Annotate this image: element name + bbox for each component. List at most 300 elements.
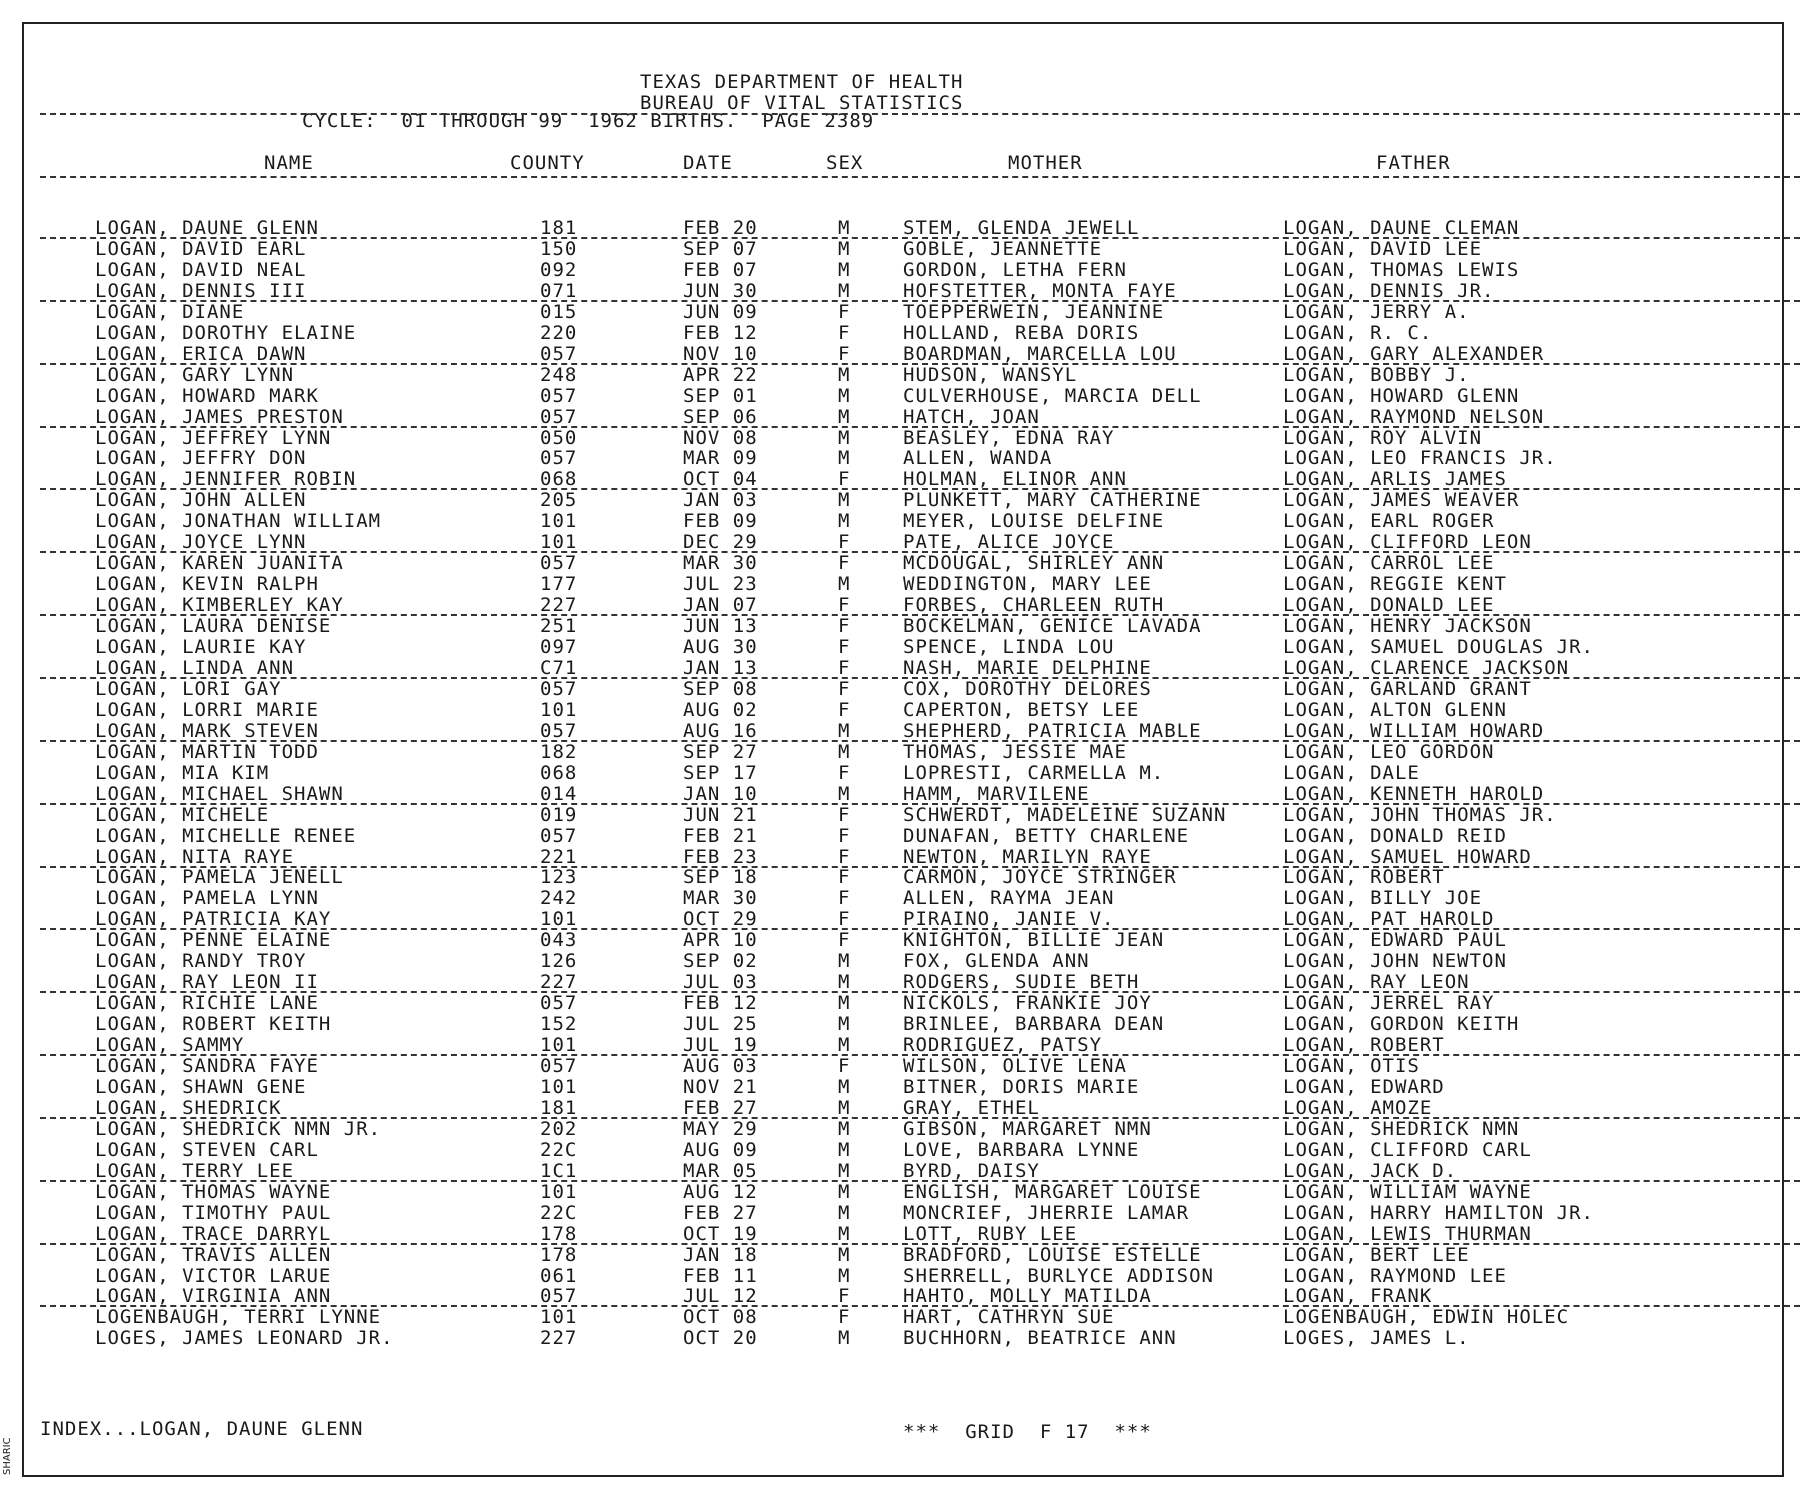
- table-row: [0, 259, 1801, 280]
- cell-sex: F: [838, 1306, 851, 1329]
- cell-county: 178: [540, 1243, 578, 1266]
- table-row: [0, 1139, 1801, 1160]
- cell-mother: WEDDINGTON, MARY LEE: [903, 573, 1152, 596]
- cell-name: LOGAN, MARK STEVEN: [95, 719, 319, 742]
- cell-sex: M: [838, 447, 851, 470]
- cell-name: LOGAN, DENNIS III: [95, 279, 307, 302]
- cell-father: LOGAN, REGGIE KENT: [1283, 573, 1507, 596]
- table-row: [0, 531, 1801, 552]
- cell-date: FEB 20: [683, 217, 758, 239]
- cell-father: LOGAN, BILLY JOE: [1283, 887, 1483, 910]
- cell-sex: M: [838, 363, 851, 386]
- cell-sex: F: [838, 636, 851, 658]
- cell-mother: LOTT, RUBY LEE: [903, 1222, 1078, 1245]
- cell-name: LOGAN, PAMELA LYNN: [95, 887, 319, 910]
- table-row: [0, 1202, 1801, 1223]
- cell-county: C71: [540, 656, 578, 679]
- cell-county: 068: [540, 761, 578, 784]
- cell-name: LOGAN, SHAWN GENE: [95, 1075, 307, 1098]
- cell-name: LOGAN, PAMELA JENELL: [95, 866, 344, 889]
- cell-county: 22C: [540, 1138, 578, 1161]
- cell-father: LOGAN, SHEDRICK NMN: [1283, 1117, 1520, 1140]
- cell-sex: F: [838, 698, 851, 721]
- cell-mother: BITNER, DORIS MARIE: [903, 1075, 1140, 1098]
- cell-name: LOGAN, RICHIE LANE: [95, 992, 319, 1015]
- cell-mother: HOLLAND, REBA DORIS: [903, 321, 1140, 344]
- cell-sex: M: [838, 258, 851, 281]
- cell-father: LOGAN, JOHN THOMAS JR.: [1283, 803, 1557, 826]
- cell-mother: CULVERHOUSE, MARCIA DELL: [903, 384, 1202, 407]
- cell-name: LOGAN, RAY LEON II: [95, 971, 319, 994]
- cell-father: LOGAN, RAYMOND LEE: [1283, 1264, 1507, 1287]
- table-row: [0, 866, 1801, 887]
- cell-date: NOV 10: [683, 342, 758, 365]
- cell-name: LOGES, JAMES LEONARD JR.: [95, 1327, 394, 1350]
- table-row: [0, 678, 1801, 699]
- cell-county: 015: [540, 300, 578, 323]
- cell-father: LOGAN, PAT HAROLD: [1283, 908, 1495, 931]
- table-row: [0, 217, 1801, 238]
- cell-date: AUG 30: [683, 636, 758, 658]
- cell-date: MAR 05: [683, 1159, 758, 1182]
- table-row: [0, 1327, 1801, 1348]
- cell-father: LOGAN, THOMAS LEWIS: [1283, 258, 1520, 281]
- cell-father: LOGAN, CLARENCE JACKSON: [1283, 656, 1570, 679]
- column-header-name: NAME: [264, 152, 314, 174]
- cell-mother: LOVE, BARBARA LYNNE: [903, 1138, 1140, 1161]
- cell-name: LOGAN, RANDY TROY: [95, 950, 307, 973]
- cell-name: LOGAN, TRAVIS ALLEN: [95, 1243, 332, 1266]
- cell-name: LOGAN, MICHAEL SHAWN: [95, 782, 344, 805]
- cell-date: JUN 21: [683, 803, 758, 826]
- table-row: [0, 301, 1801, 322]
- table-row: [0, 1118, 1801, 1139]
- cell-date: NOV 21: [683, 1075, 758, 1098]
- table-row: [0, 238, 1801, 259]
- header-line2: BUREAU OF VITAL STATISTICS: [640, 92, 964, 114]
- cell-date: OCT 19: [683, 1222, 758, 1245]
- column-header-rule: [40, 176, 1800, 178]
- table-row: [0, 1013, 1801, 1034]
- cell-name: LOGAN, DAVID EARL: [95, 237, 307, 260]
- cell-mother: PATE, ALICE JOYCE: [903, 531, 1115, 554]
- cell-mother: BOCKELMAN, GENICE LAVADA: [903, 615, 1202, 638]
- cell-county: 221: [540, 845, 578, 868]
- cell-mother: GIBSON, MARGARET NMN: [903, 1117, 1152, 1140]
- cell-county: 101: [540, 1306, 578, 1329]
- cell-father: LOGAN, CARROL LEE: [1283, 552, 1495, 575]
- cell-sex: F: [838, 929, 851, 952]
- table-row: [0, 280, 1801, 301]
- cell-sex: M: [838, 1075, 851, 1098]
- cell-name: LOGAN, PATRICIA KAY: [95, 908, 332, 931]
- table-row: [0, 762, 1801, 783]
- cell-county: 061: [540, 1264, 578, 1287]
- cell-date: MAR 30: [683, 887, 758, 910]
- cell-sex: F: [838, 531, 851, 554]
- cell-sex: M: [838, 719, 851, 742]
- cell-sex: M: [838, 279, 851, 302]
- cell-sex: F: [838, 656, 851, 679]
- table-row: [0, 1097, 1801, 1118]
- cell-father: LOGAN, JERREL RAY: [1283, 992, 1495, 1015]
- cell-father: LOGAN, DALE: [1283, 761, 1420, 784]
- cell-date: DEC 29: [683, 531, 758, 554]
- cell-sex: F: [838, 1055, 851, 1077]
- cell-county: 181: [540, 1096, 578, 1119]
- cell-date: JUN 09: [683, 300, 758, 323]
- cell-date: MAR 30: [683, 552, 758, 575]
- cell-sex: F: [838, 1285, 851, 1308]
- cell-father: LOGAN, ALTON GLENN: [1283, 698, 1507, 721]
- cell-county: 057: [540, 342, 578, 365]
- cell-mother: NASH, MARIE DELPHINE: [903, 656, 1152, 679]
- column-header-father: FATHER: [1376, 152, 1451, 174]
- cell-sex: M: [838, 1327, 851, 1350]
- cell-name: LOGAN, SANDRA FAYE: [95, 1055, 319, 1077]
- cell-name: LOGAN, JOYCE LYNN: [95, 531, 307, 554]
- cell-mother: BRINLEE, BARBARA DEAN: [903, 1013, 1165, 1036]
- cell-sex: M: [838, 992, 851, 1015]
- cell-father: LOGAN, EDWARD PAUL: [1283, 929, 1507, 952]
- cell-date: AUG 16: [683, 719, 758, 742]
- table-row: [0, 552, 1801, 573]
- cell-father: LOGAN, GORDON KEITH: [1283, 1013, 1520, 1036]
- cell-name: LOGAN, LORRI MARIE: [95, 698, 319, 721]
- cell-mother: GRAY, ETHEL: [903, 1096, 1040, 1119]
- table-row: [0, 406, 1801, 427]
- cell-mother: RODGERS, SUDIE BETH: [903, 971, 1140, 994]
- cell-father: LOGAN, CLIFFORD LEON: [1283, 531, 1532, 554]
- cell-name: LOGAN, ROBERT KEITH: [95, 1013, 332, 1036]
- cell-mother: BEASLEY, EDNA RAY: [903, 426, 1115, 449]
- table-row: [0, 804, 1801, 825]
- cell-father: LOGAN, GARY ALEXANDER: [1283, 342, 1545, 365]
- cell-county: 227: [540, 1327, 578, 1350]
- cell-county: 057: [540, 384, 578, 407]
- grid-label: *** GRID F 17 ***: [903, 1421, 1152, 1443]
- cell-mother: SHEPHERD, PATRICIA MABLE: [903, 719, 1202, 742]
- table-row: [0, 615, 1801, 636]
- cell-county: 248: [540, 363, 578, 386]
- cell-mother: LOPRESTI, CARMELLA M.: [903, 761, 1165, 784]
- cell-name: LOGAN, SHEDRICK NMN JR.: [95, 1117, 382, 1140]
- cell-date: JAN 18: [683, 1243, 758, 1266]
- cell-date: APR 22: [683, 363, 758, 386]
- cell-date: OCT 08: [683, 1306, 758, 1329]
- cell-name: LOGAN, JEFFRY DON: [95, 447, 307, 470]
- cell-name: LOGAN, DIANE: [95, 300, 245, 323]
- cell-county: 251: [540, 615, 578, 638]
- table-row: [0, 741, 1801, 762]
- cell-name: LOGAN, JOHN ALLEN: [95, 489, 307, 512]
- cell-mother: SCHWERDT, MADELEINE SUZANN: [903, 803, 1227, 826]
- cell-date: SEP 17: [683, 761, 758, 784]
- cell-mother: RODRIGUEZ, PATSY: [903, 1034, 1103, 1057]
- cell-date: SEP 06: [683, 405, 758, 428]
- table-row: [0, 1306, 1801, 1327]
- table-row: [0, 636, 1801, 657]
- cell-sex: F: [838, 845, 851, 868]
- cell-father: LOGAN, HARRY HAMILTON JR.: [1283, 1201, 1594, 1224]
- cell-sex: M: [838, 971, 851, 994]
- table-row: [0, 846, 1801, 867]
- cell-father: LOGAN, DONALD REID: [1283, 824, 1507, 847]
- cell-date: SEP 02: [683, 950, 758, 973]
- cell-name: LOGAN, SHEDRICK: [95, 1096, 282, 1119]
- cell-county: 057: [540, 552, 578, 575]
- cell-county: 1C1: [540, 1159, 578, 1182]
- cell-sex: F: [838, 677, 851, 700]
- cell-name: LOGAN, THOMAS WAYNE: [95, 1180, 332, 1203]
- cell-date: JAN 07: [683, 594, 758, 617]
- cell-father: LOGAN, SAMUEL DOUGLAS JR.: [1283, 636, 1594, 658]
- cell-date: FEB 23: [683, 845, 758, 868]
- cell-name: LOGAN, KEVIN RALPH: [95, 573, 319, 596]
- table-row: [0, 489, 1801, 510]
- cell-date: OCT 20: [683, 1327, 758, 1350]
- cell-date: JAN 03: [683, 489, 758, 512]
- cell-sex: M: [838, 1264, 851, 1287]
- cell-sex: F: [838, 824, 851, 847]
- cell-county: 242: [540, 887, 578, 910]
- cell-mother: COX, DOROTHY DELORES: [903, 677, 1152, 700]
- cell-mother: SHERRELL, BURLYCE ADDISON: [903, 1264, 1214, 1287]
- cell-date: JUN 30: [683, 279, 758, 302]
- cell-date: AUG 02: [683, 698, 758, 721]
- table-row: [0, 929, 1801, 950]
- cell-name: LOGENBAUGH, TERRI LYNNE: [95, 1306, 382, 1329]
- table-row: [0, 1076, 1801, 1097]
- table-row: [0, 510, 1801, 531]
- cell-mother: PLUNKETT, MARY CATHERINE: [903, 489, 1202, 512]
- cell-county: 101: [540, 531, 578, 554]
- cell-sex: M: [838, 782, 851, 805]
- cell-name: LOGAN, DOROTHY ELAINE: [95, 321, 357, 344]
- cell-father: LOGAN, BOBBY J.: [1283, 363, 1470, 386]
- cell-date: SEP 27: [683, 740, 758, 763]
- cell-date: SEP 07: [683, 237, 758, 260]
- cell-father: LOGAN, HOWARD GLENN: [1283, 384, 1520, 407]
- cell-name: LOGAN, ERICA DAWN: [95, 342, 307, 365]
- cell-father: LOGAN, DAUNE CLEMAN: [1283, 217, 1520, 239]
- cell-father: LOGAN, DAVID LEE: [1283, 237, 1483, 260]
- cell-father: LOGAN, GARLAND GRANT: [1283, 677, 1532, 700]
- cell-county: 050: [540, 426, 578, 449]
- cell-father: LOGAN, KENNETH HAROLD: [1283, 782, 1545, 805]
- table-row: [0, 1285, 1801, 1306]
- cell-name: LOGAN, DAUNE GLENN: [95, 217, 319, 239]
- table-row: [0, 385, 1801, 406]
- cell-name: LOGAN, JEFFREY LYNN: [95, 426, 332, 449]
- table-row: [0, 427, 1801, 448]
- cell-date: FEB 12: [683, 321, 758, 344]
- cell-mother: CARMON, JOYCE STRINGER: [903, 866, 1177, 889]
- cell-name: LOGAN, MIA KIM: [95, 761, 270, 784]
- cell-name: LOGAN, JENNIFER ROBIN: [95, 468, 357, 491]
- cell-county: 202: [540, 1117, 578, 1140]
- cell-name: LOGAN, MICHELE: [95, 803, 270, 826]
- cell-father: LOGAN, LEWIS THURMAN: [1283, 1222, 1532, 1245]
- cell-name: LOGAN, LAURA DENISE: [95, 615, 332, 638]
- cell-county: 071: [540, 279, 578, 302]
- cell-date: JUL 25: [683, 1013, 758, 1036]
- cell-date: SEP 01: [683, 384, 758, 407]
- cell-mother: BRADFORD, LOUISE ESTELLE: [903, 1243, 1202, 1266]
- table-row: [0, 887, 1801, 908]
- cell-name: LOGAN, LINDA ANN: [95, 656, 295, 679]
- cell-father: LOGAN, DONALD LEE: [1283, 594, 1495, 617]
- cell-mother: HAMM, MARVILENE: [903, 782, 1090, 805]
- cell-father: LOGAN, JERRY A.: [1283, 300, 1470, 323]
- table-row: [0, 1223, 1801, 1244]
- cell-mother: FOX, GLENDA ANN: [903, 950, 1090, 973]
- cell-father: LOGAN, AMOZE: [1283, 1096, 1433, 1119]
- cell-county: 123: [540, 866, 578, 889]
- table-row: [0, 783, 1801, 804]
- table-row: [0, 699, 1801, 720]
- cell-mother: HART, CATHRYN SUE: [903, 1306, 1115, 1329]
- cell-name: LOGAN, STEVEN CARL: [95, 1138, 319, 1161]
- cell-sex: F: [838, 615, 851, 638]
- cell-county: 057: [540, 719, 578, 742]
- cell-date: FEB 09: [683, 510, 758, 533]
- cell-county: 092: [540, 258, 578, 281]
- cell-father: LOGAN, RAY LEON: [1283, 971, 1470, 994]
- table-row: [0, 1055, 1801, 1076]
- cell-sex: M: [838, 1180, 851, 1203]
- cell-sex: F: [838, 887, 851, 910]
- cell-name: LOGAN, NITA RAYE: [95, 845, 295, 868]
- cell-sex: M: [838, 405, 851, 428]
- table-row: [0, 1181, 1801, 1202]
- cell-sex: M: [838, 1117, 851, 1140]
- cell-name: LOGAN, GARY LYNN: [95, 363, 295, 386]
- cell-county: 177: [540, 573, 578, 596]
- cell-sex: M: [838, 426, 851, 449]
- cell-mother: MCDOUGAL, SHIRLEY ANN: [903, 552, 1165, 575]
- cell-sex: F: [838, 321, 851, 344]
- cell-date: SEP 08: [683, 677, 758, 700]
- cell-county: 227: [540, 594, 578, 617]
- cell-father: LOGAN, WILLIAM HOWARD: [1283, 719, 1545, 742]
- cell-name: LOGAN, JONATHAN WILLIAM: [95, 510, 382, 533]
- cell-mother: NEWTON, MARILYN RAYE: [903, 845, 1152, 868]
- cell-father: LOGAN, LEO GORDON: [1283, 740, 1495, 763]
- column-header-sex: SEX: [826, 152, 864, 174]
- cell-date: FEB 12: [683, 992, 758, 1015]
- cell-father: LOGAN, JOHN NEWTON: [1283, 950, 1507, 973]
- cell-mother: BUCHHORN, BEATRICE ANN: [903, 1327, 1177, 1350]
- cell-sex: M: [838, 237, 851, 260]
- cell-date: SEP 18: [683, 866, 758, 889]
- cell-county: 057: [540, 677, 578, 700]
- column-header-mother: MOTHER: [1008, 152, 1083, 174]
- cell-mother: HOFSTETTER, MONTA FAYE: [903, 279, 1177, 302]
- cell-county: 205: [540, 489, 578, 512]
- cell-county: 220: [540, 321, 578, 344]
- table-row: [0, 992, 1801, 1013]
- cell-sex: M: [838, 1201, 851, 1224]
- cell-father: LOGAN, RAYMOND NELSON: [1283, 405, 1545, 428]
- cell-county: 22C: [540, 1201, 578, 1224]
- cell-mother: KNIGHTON, BILLIE JEAN: [903, 929, 1165, 952]
- table-row: [0, 1160, 1801, 1181]
- cell-county: 178: [540, 1222, 578, 1245]
- cell-name: LOGAN, PENNE ELAINE: [95, 929, 332, 952]
- cell-mother: GORDON, LETHA FERN: [903, 258, 1127, 281]
- cell-sex: F: [838, 342, 851, 365]
- table-row: [0, 720, 1801, 741]
- cell-sex: M: [838, 1159, 851, 1182]
- cell-father: LOGAN, ARLIS JAMES: [1283, 468, 1507, 491]
- cell-date: JAN 10: [683, 782, 758, 805]
- cell-county: 043: [540, 929, 578, 952]
- cell-father: LOGAN, WILLIAM WAYNE: [1283, 1180, 1532, 1203]
- table-row: [0, 343, 1801, 364]
- cell-father: LOGAN, JAMES WEAVER: [1283, 489, 1520, 512]
- cell-name: LOGAN, KAREN JUANITA: [95, 552, 344, 575]
- cell-name: LOGAN, MARTIN TODD: [95, 740, 319, 763]
- cell-date: OCT 04: [683, 468, 758, 491]
- table-row: [0, 825, 1801, 846]
- cell-mother: GOBLE, JEANNETTE: [903, 237, 1103, 260]
- cell-sex: F: [838, 468, 851, 491]
- cell-sex: M: [838, 950, 851, 973]
- cell-name: LOGAN, LAURIE KAY: [95, 636, 307, 658]
- cell-sex: M: [838, 217, 851, 239]
- cell-name: LOGAN, VICTOR LARUE: [95, 1264, 332, 1287]
- cell-county: 057: [540, 992, 578, 1015]
- cell-county: 181: [540, 217, 578, 239]
- cell-mother: ALLEN, RAYMA JEAN: [903, 887, 1115, 910]
- cell-county: 057: [540, 447, 578, 470]
- cell-date: FEB 21: [683, 824, 758, 847]
- cell-father: LOGAN, BERT LEE: [1283, 1243, 1470, 1266]
- cell-mother: ALLEN, WANDA: [903, 447, 1053, 470]
- cell-father: LOGAN, HENRY JACKSON: [1283, 615, 1532, 638]
- cell-sex: M: [838, 384, 851, 407]
- cell-mother: HAHTO, MOLLY MATILDA: [903, 1285, 1152, 1308]
- table-row: [0, 573, 1801, 594]
- cell-mother: FORBES, CHARLEEN RUTH: [903, 594, 1165, 617]
- cell-county: 182: [540, 740, 578, 763]
- cell-mother: DUNAFAN, BETTY CHARLENE: [903, 824, 1190, 847]
- cell-sex: M: [838, 1222, 851, 1245]
- cell-date: MAY 29: [683, 1117, 758, 1140]
- cell-county: 227: [540, 971, 578, 994]
- column-header-county: COUNTY: [510, 152, 585, 174]
- table-row: [0, 468, 1801, 489]
- cell-father: LOGAN, ROBERT: [1283, 866, 1445, 889]
- cell-father: LOGAN, DENNIS JR.: [1283, 279, 1495, 302]
- cell-date: AUG 09: [683, 1138, 758, 1161]
- cell-county: 101: [540, 1034, 578, 1057]
- cell-date: JUL 23: [683, 573, 758, 596]
- cell-father: LOGAN, LEO FRANCIS JR.: [1283, 447, 1557, 470]
- column-header-date: DATE: [683, 152, 733, 174]
- table-row: [0, 971, 1801, 992]
- cell-father: LOGENBAUGH, EDWIN HOLEC: [1283, 1306, 1570, 1329]
- cell-county: 097: [540, 636, 578, 658]
- cell-father: LOGAN, R. C.: [1283, 321, 1433, 344]
- cell-date: FEB 27: [683, 1096, 758, 1119]
- cell-sex: F: [838, 552, 851, 575]
- cell-county: 101: [540, 1075, 578, 1098]
- cell-county: 150: [540, 237, 578, 260]
- cell-sex: F: [838, 300, 851, 323]
- cell-mother: HOLMAN, ELINOR ANN: [903, 468, 1127, 491]
